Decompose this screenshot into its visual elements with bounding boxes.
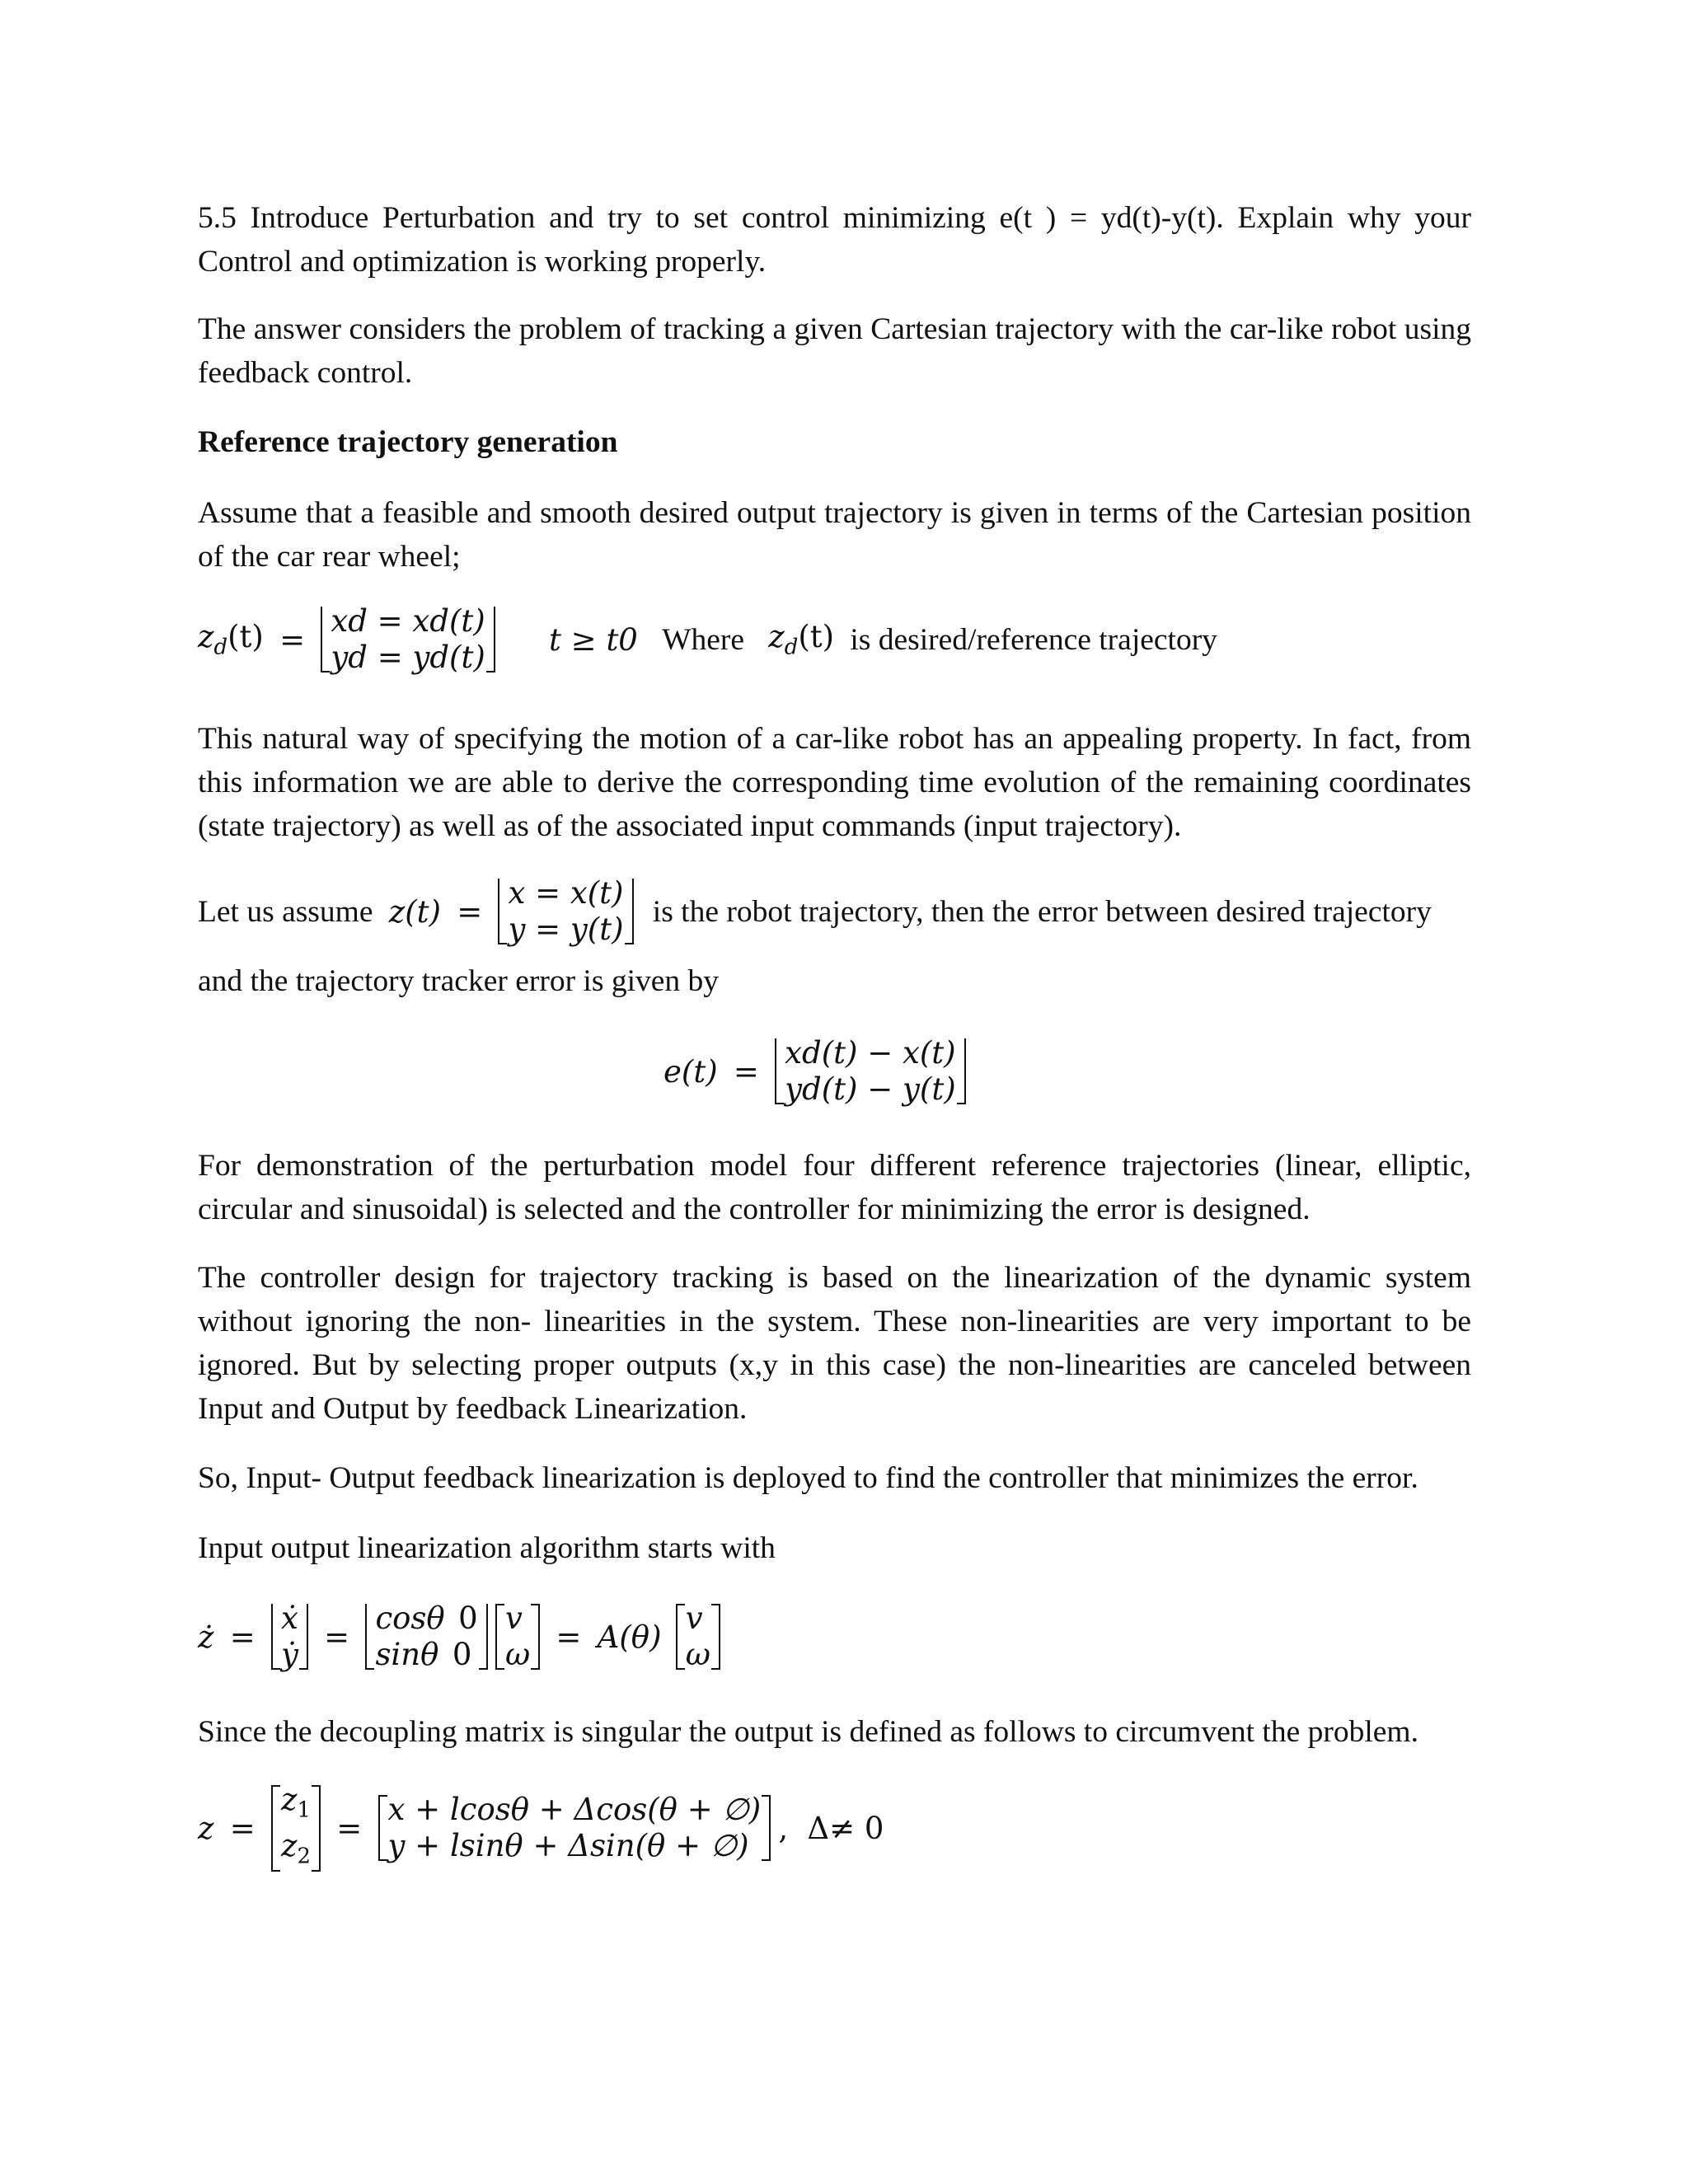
z-lhs: z xyxy=(198,1810,214,1846)
zdot-input-vector: v ω xyxy=(495,1601,540,1673)
zdot-matrix: cosθ 0 sinθ 0 xyxy=(365,1601,487,1673)
zdot-A: A(θ) xyxy=(597,1619,662,1655)
et-lhs: e(t) xyxy=(663,1053,718,1090)
z-components: $z_1$ $z_2$ xyxy=(271,1782,321,1875)
z-expression: x + lcosθ + Δcos(θ + ∅) y + lsinθ + Δsin(θ + ∅) xyxy=(378,1792,771,1864)
zdot-input-vector-2: v ω xyxy=(676,1601,720,1673)
let-suffix: is the robot trajectory, then the error between desired trajectory xyxy=(652,894,1432,929)
zd-equation: $z_d(t)$ = xd = xd(t) yd = yd(t) t ≥ t0 Where $z_d(t)$ is desired/reference trajectory xyxy=(198,603,1217,675)
controller-paragraph: The controller design for trajectory tracking is based on the linearization of the dynamic system without ignoring the non- linearities in the system. These non-linearities are very important to be ignored. But by selecting proper outputs (x,y in this case) the non-linearities are canceled between Input and Output by feedback Linearization. xyxy=(198,1261,1471,1426)
zd-condition: t ≥ t0 xyxy=(549,621,638,658)
zt-lhs: z(t) xyxy=(388,893,441,930)
intro-paragraph: 5.5 Introduce Perturbation and try to set control minimizing e(t ) = yd(t)-y(t). Explain why your Control and optimization is working properly. xyxy=(198,201,1471,279)
section-heading: Reference trajectory generation xyxy=(198,425,618,459)
zd-where-label: Where xyxy=(662,622,745,657)
et-equation: e(t) = xd(t) − x(t) yd(t) − y(t) xyxy=(663,1035,966,1108)
since-paragraph: Since the decoupling matrix is singular the output is defined as follows to circumvent the problem. xyxy=(198,1715,1418,1749)
et-vector: xd(t) − x(t) yd(t) − y(t) xyxy=(775,1035,966,1108)
let-prefix: Let us assume xyxy=(198,894,373,929)
natural-paragraph: This natural way of specifying the motion of a car-like robot has an appealing property. In fact, from this information we are able to derive the corresponding time evolution of the remaining coordinates (state trajectory) as well as of the associated input commands (input trajectory). xyxy=(198,722,1471,843)
zdot-lhs: ż xyxy=(198,1619,214,1655)
zd-vector: xd = xd(t) yd = yd(t) xyxy=(321,603,495,676)
zdot-equation: ż = ẋ ẏ = cosθ 0 sinθ 0 v ω = A(θ) v ω xyxy=(198,1601,720,1673)
zt-line: Let us assume z(t) = x = x(t) y = y(t) is the robot trajectory, then the error between desired trajectory xyxy=(198,875,1432,947)
z-condition: Δ≠ 0 xyxy=(807,1810,884,1846)
z-equation: z = $z_1$ $z_2$ = x + lcosθ + Δcos(θ + ∅) y + lsinθ + Δsin(θ + ∅) , Δ≠ 0 xyxy=(198,1782,884,1875)
so-paragraph: So, Input- Output feedback linearization is deployed to find the controller that minimizes the error. xyxy=(198,1461,1418,1495)
demo-paragraph: For demonstration of the perturbation model four different reference trajectories (linear, elliptic, circular and sinusoidal) is selected and the controller for minimizing the error is designed. xyxy=(198,1149,1471,1226)
tracker-paragraph: and the trajectory tracker error is given by xyxy=(198,964,720,998)
assume-paragraph: Assume that a feasible and smooth desired output trajectory is given in terms of the Cartesian position of the car rear wheel; xyxy=(198,496,1471,574)
zd-where-symbol: $z_d(t)$ xyxy=(768,619,835,660)
zd-where-suffix: is desired/reference trajectory xyxy=(850,622,1217,657)
zdot-state-vector: ẋ ẏ xyxy=(271,1601,308,1673)
answer-paragraph: The answer considers the problem of tracking a given Cartesian trajectory with the car-like robot using feedback control. xyxy=(198,312,1471,390)
zt-vector: x = x(t) y = y(t) xyxy=(498,875,633,948)
algo-paragraph: Input output linearization algorithm starts with xyxy=(198,1531,776,1565)
zd-lhs: $z_d(t)$ xyxy=(198,619,264,660)
